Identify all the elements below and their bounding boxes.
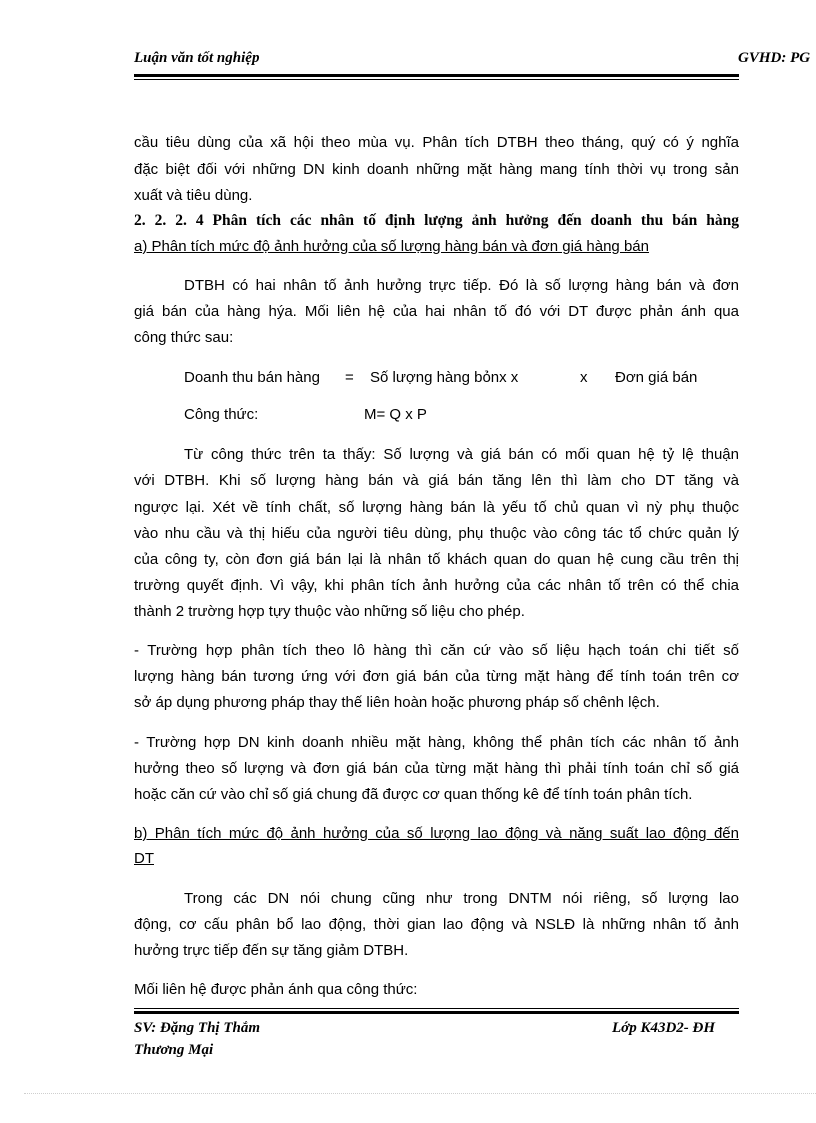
paragraph-line: đặc biệt đối với những DN kinh doanh những mặt hàng mang tính thời vụ trong sản [134,161,739,178]
formula-middle: Số lượng hàng bỏnx x [370,369,519,386]
paragraph-line: lượng hàng bán tương ứng với đơn giá bán của từng mặt hàng để tính toán trên cơ [134,668,739,685]
paragraph-line: Mối liên hệ được phản ánh qua công thức: [134,981,418,998]
paragraph-line: thành 2 trường hợp tựy thuộc vào những số liệu cho phép. [134,603,525,620]
formula-equals: = [345,369,354,386]
formula-times: x [580,369,588,386]
paragraph-line: giá bán của hàng hýa. Mối liên hệ của hai nhân tố đó với DT được phản ánh qua [134,303,739,320]
paragraph-line: Từ công thức trên ta thấy: Số lượng và giá bán có mối quan hệ tỷ lệ thuận [184,446,739,463]
paragraph-line: DTBH có hai nhân tố ảnh hưởng trực tiếp. Đó là số lượng hàng bán và đơn [184,277,739,294]
paragraph-line: hoặc căn cứ vào chỉ số giá chung đã được cơ quan thống kê để tính toán phân tích. [134,786,693,803]
paragraph-line: - Trường hợp DN kinh doanh nhiều mặt hàng, không thể phân tích các nhân tố ảnh [134,734,739,751]
page-edge-divider [24,1093,816,1094]
formula-left: Doanh thu bán hàng [184,369,320,386]
footer-student: SV: Đặng Thị Thắm [134,1020,260,1036]
paragraph-line: công thức sau: [134,329,234,346]
paragraph-line: với DTBH. Khi số lượng hàng bán và giá bán tăng lên thì làm cho DT tăng và [134,472,739,489]
header-title: Luận văn tốt nghiệp [134,50,260,66]
paragraph-line: sở áp dụng phương pháp thay thế liên hoàn hoặc phương pháp số chênh lệch. [134,694,660,711]
paragraph-line: - Trường hợp phân tích theo lô hàng thì căn cứ vào số liệu hạch toán chi tiết số [134,642,739,659]
paragraph-line: hưởng trực tiếp đến sự tăng giảm DTBH. [134,942,409,959]
paragraph-line: của công ty, còn đơn giá bán lại là nhân tố khách quan do quan hệ cung cầu trên thị [134,551,739,568]
paragraph-line: xuất và tiêu dùng. [134,187,253,204]
paragraph-line: ngược lại. Xét về tính chất, số lượng hàng bán là yếu tố chủ quan vì nỳ phụ thuộc [134,499,739,516]
paragraph-line: hưởng theo số lượng và đơn giá bán của từng mặt hàng thì phải tính toán chỉ số giá [134,760,739,777]
formula-right: Đơn giá bán [615,369,698,386]
subheading-a: a) Phân tích mức độ ảnh hưởng của số lượng hàng bán và đơn giá hàng bán [134,238,649,255]
subheading-b: b) Phân tích mức độ ảnh hưởng của số lượng lao động và năng suất lao động đến [134,825,739,842]
paragraph-line: động, cơ cấu phân bổ lao động, thời gian lao động và NSLĐ là những nhân tố ảnh [134,916,739,933]
header-rule-thick [134,74,739,77]
footer-class: Lớp K43D2- ĐH [612,1020,716,1036]
footer-rule-thin [134,1008,739,1009]
section-heading: 2. 2. 2. 4 Phân tích các nhân tố định lượng ảnh hưởng đến doanh thu bán hàng [134,212,739,229]
paragraph-line: cầu tiêu dùng của xã hội theo mùa vụ. Phân tích DTBH theo tháng, quý có ý nghĩa [134,134,739,151]
header-supervisor: GVHD: PG [738,50,811,66]
formula-label: Công thức: [184,406,259,423]
subheading-b: DT [134,850,154,867]
footer-university: Thương Mại [134,1042,214,1058]
paragraph-line: trường quyết định. Vì vậy, khi phân tích ảnh hưởng của các nhân tố trên có thể chia [134,577,739,594]
paragraph-line: Trong các DN nói chung cũng như trong DNTM nói riêng, số lượng lao [184,890,739,907]
footer-rule-thick [134,1011,739,1014]
header-rule-thin [134,79,739,80]
paragraph-line: vào nhu cầu và thị hiếu của người tiêu dùng, phụ thuộc vào công tác tổ chức quản lý [134,525,739,542]
formula-expression: M= Q x P [364,406,427,423]
